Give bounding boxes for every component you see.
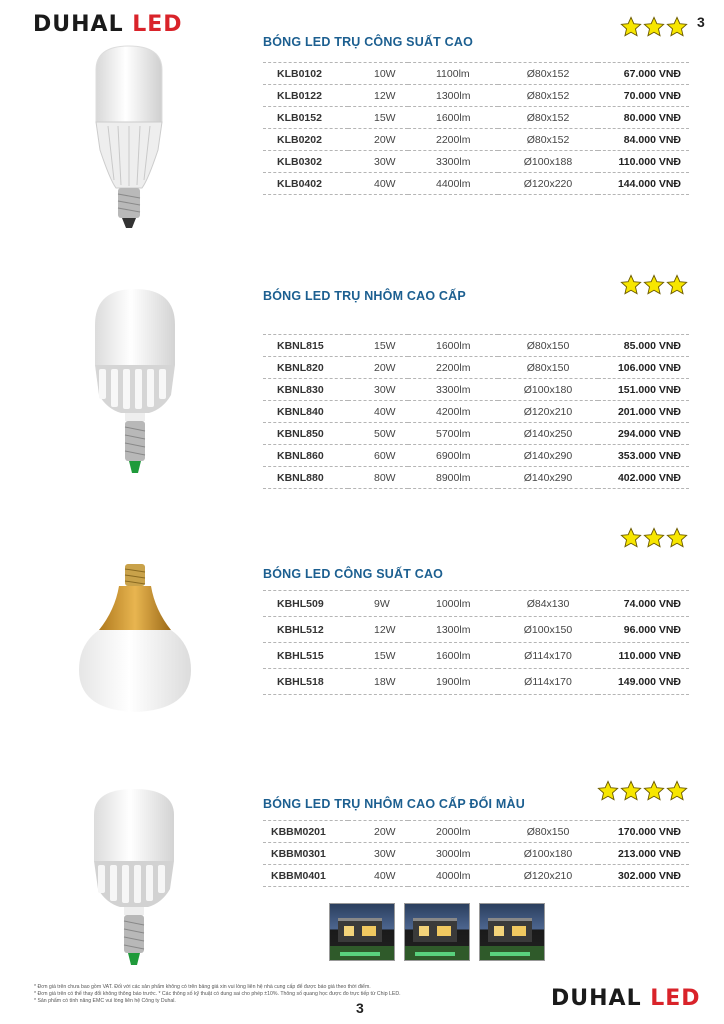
product-code: KBNL840 xyxy=(263,401,348,423)
product-code: KLB0102 xyxy=(263,63,348,85)
dimension: Ø80x150 xyxy=(498,821,598,843)
dimension: Ø140x290 xyxy=(498,445,598,467)
dimension: Ø80x152 xyxy=(498,63,598,85)
product-code: KLB0152 xyxy=(263,107,348,129)
lumen: 4200lm xyxy=(408,401,498,423)
lumen: 1900lm xyxy=(408,669,498,695)
product-code: KLB0302 xyxy=(263,151,348,173)
table-row xyxy=(263,865,689,887)
led-bulb-image xyxy=(84,785,184,975)
power: 60W xyxy=(348,445,408,467)
lumen: 5700lm xyxy=(408,423,498,445)
power: 50W xyxy=(348,423,408,445)
lumen: 1300lm xyxy=(408,617,498,643)
table-row xyxy=(263,357,689,379)
table-row xyxy=(263,843,689,865)
footnotes xyxy=(34,984,514,1005)
lumen: 1600lm xyxy=(408,107,498,129)
power: 20W xyxy=(348,357,408,379)
table-row xyxy=(263,401,689,423)
table-row xyxy=(263,467,689,489)
page-number: 3 xyxy=(697,14,705,30)
product-code: KBHL512 xyxy=(263,617,348,643)
price: 96.000 VNĐ xyxy=(598,617,689,643)
dimension: Ø114x170 xyxy=(498,643,598,669)
led-bulb-image xyxy=(84,40,174,240)
lumen: 1100lm xyxy=(408,63,498,85)
power: 40W xyxy=(348,865,408,887)
star-icon xyxy=(666,16,688,38)
price: 402.000 VNĐ xyxy=(598,467,689,489)
star-icon xyxy=(620,780,642,802)
price-table xyxy=(263,820,689,887)
power: 30W xyxy=(348,843,408,865)
table-row xyxy=(263,643,689,669)
price: 70.000 VNĐ xyxy=(598,85,689,107)
brand-logo xyxy=(33,12,183,37)
section-title: BÓNG LED CÔNG SUẤT CAO xyxy=(263,567,444,581)
star-icon xyxy=(620,274,642,296)
price: 74.000 VNĐ xyxy=(598,591,689,617)
product-code: KLB0202 xyxy=(263,129,348,151)
table-row xyxy=(263,173,689,195)
power: 10W xyxy=(348,63,408,85)
star-icon xyxy=(643,16,665,38)
brand-logo-accent: LED xyxy=(650,986,701,1011)
table-row xyxy=(263,445,689,467)
lumen: 4000lm xyxy=(408,865,498,887)
rating-stars xyxy=(620,527,688,549)
rating-stars xyxy=(620,274,688,296)
star-icon xyxy=(666,780,688,802)
dimension: Ø140x290 xyxy=(498,467,598,489)
table-row xyxy=(263,669,689,695)
table-row xyxy=(263,85,689,107)
rating-stars xyxy=(620,16,688,38)
price: 353.000 VNĐ xyxy=(598,445,689,467)
section-title: BÓNG LED TRỤ NHÔM CAO CẤP ĐỔI MÀU xyxy=(263,797,525,811)
section-title: BÓNG LED TRỤ CÔNG SUẤT CAO xyxy=(263,35,474,49)
star-icon xyxy=(643,527,665,549)
rating-stars xyxy=(597,780,688,802)
table-row xyxy=(263,151,689,173)
price: 201.000 VNĐ xyxy=(598,401,689,423)
price: 67.000 VNĐ xyxy=(598,63,689,85)
dimension: Ø120x210 xyxy=(498,865,598,887)
power: 9W xyxy=(348,591,408,617)
table-row xyxy=(263,591,689,617)
product-code: KBHL518 xyxy=(263,669,348,695)
lumen: 4400lm xyxy=(408,173,498,195)
product-code: KLB0402 xyxy=(263,173,348,195)
table-row xyxy=(263,107,689,129)
price: 110.000 VNĐ xyxy=(598,643,689,669)
price: 294.000 VNĐ xyxy=(598,423,689,445)
brand-logo-accent: LED xyxy=(132,12,183,37)
power: 18W xyxy=(348,669,408,695)
price: 84.000 VNĐ xyxy=(598,129,689,151)
brand-logo-text: DUHAL xyxy=(33,12,133,37)
power: 80W xyxy=(348,467,408,489)
dimension: Ø80x150 xyxy=(498,357,598,379)
lumen: 1600lm xyxy=(408,335,498,357)
product-code: KBNL820 xyxy=(263,357,348,379)
product-code: KLB0122 xyxy=(263,85,348,107)
dimension: Ø120x220 xyxy=(498,173,598,195)
lumen: 8900lm xyxy=(408,467,498,489)
dimension: Ø84x130 xyxy=(498,591,598,617)
price-table xyxy=(263,62,689,195)
table-row xyxy=(263,821,689,843)
star-icon xyxy=(643,780,665,802)
footnote: * Đơn giá trên chưa bao gồm VAT. Đối với các sản phẩm không có trên bảng giá xin vui lòng liên hệ nhà cung cấp để được báo giá theo thời điểm. xyxy=(34,984,371,990)
led-bulb-image xyxy=(75,560,195,715)
star-icon xyxy=(643,274,665,296)
power: 30W xyxy=(348,151,408,173)
lumen: 1000lm xyxy=(408,591,498,617)
product-code: KBHL515 xyxy=(263,643,348,669)
price-table xyxy=(263,590,689,695)
house-photo xyxy=(479,903,545,961)
dimension: Ø100x180 xyxy=(498,843,598,865)
dimension: Ø80x152 xyxy=(498,85,598,107)
price: 144.000 VNĐ xyxy=(598,173,689,195)
product-code: KBBM0401 xyxy=(263,865,348,887)
footnote: * Đơn giá trên có thể thay đổi không thông báo trước. * Các thông số kỹ thuật có dung sai cho phép ±10%. Thông số quang học được đo trực tiếp từ Chip LED. xyxy=(34,991,401,997)
star-icon xyxy=(620,16,642,38)
lumen: 3000lm xyxy=(408,843,498,865)
price-table xyxy=(263,334,689,489)
table-row xyxy=(263,379,689,401)
dimension: Ø100x188 xyxy=(498,151,598,173)
page-number: 3 xyxy=(356,1000,364,1016)
section-title: BÓNG LED TRỤ NHÔM CAO CẤP xyxy=(263,289,466,303)
power: 15W xyxy=(348,335,408,357)
product-code: KBNL860 xyxy=(263,445,348,467)
product-code: KBHL509 xyxy=(263,591,348,617)
lumen: 2200lm xyxy=(408,357,498,379)
power: 15W xyxy=(348,107,408,129)
star-icon xyxy=(666,274,688,296)
lumen: 1600lm xyxy=(408,643,498,669)
product-code: KBBM0301 xyxy=(263,843,348,865)
price: 170.000 VNĐ xyxy=(598,821,689,843)
star-icon xyxy=(666,527,688,549)
power: 20W xyxy=(348,129,408,151)
house-photo xyxy=(329,903,395,961)
power: 40W xyxy=(348,173,408,195)
lumen: 6900lm xyxy=(408,445,498,467)
dimension: Ø100x150 xyxy=(498,617,598,643)
lumen: 2200lm xyxy=(408,129,498,151)
product-code: KBNL815 xyxy=(263,335,348,357)
product-code: KBNL830 xyxy=(263,379,348,401)
house-photo xyxy=(404,903,470,961)
price: 151.000 VNĐ xyxy=(598,379,689,401)
dimension: Ø120x210 xyxy=(498,401,598,423)
footnote: * Sản phẩm có tính năng EMC vui lòng liên hệ Công ty Duhal. xyxy=(34,998,176,1004)
table-row xyxy=(263,129,689,151)
lumen: 3300lm xyxy=(408,379,498,401)
power: 40W xyxy=(348,401,408,423)
brand-logo xyxy=(551,986,701,1011)
price: 149.000 VNĐ xyxy=(598,669,689,695)
table-row xyxy=(263,63,689,85)
star-icon xyxy=(620,527,642,549)
dimension: Ø80x150 xyxy=(498,335,598,357)
led-bulb-image xyxy=(85,285,185,480)
price: 110.000 VNĐ xyxy=(598,151,689,173)
lumen: 1300lm xyxy=(408,85,498,107)
table-row xyxy=(263,335,689,357)
power: 12W xyxy=(348,617,408,643)
lumen: 3300lm xyxy=(408,151,498,173)
power: 15W xyxy=(348,643,408,669)
star-icon xyxy=(597,780,619,802)
dimension: Ø80x152 xyxy=(498,129,598,151)
product-code: KBNL880 xyxy=(263,467,348,489)
table-row xyxy=(263,423,689,445)
dimension: Ø100x180 xyxy=(498,379,598,401)
dimension: Ø140x250 xyxy=(498,423,598,445)
product-code: KBBM0201 xyxy=(263,821,348,843)
dimension: Ø80x152 xyxy=(498,107,598,129)
price: 302.000 VNĐ xyxy=(598,865,689,887)
price: 85.000 VNĐ xyxy=(598,335,689,357)
application-photos xyxy=(329,903,545,961)
price: 213.000 VNĐ xyxy=(598,843,689,865)
price: 80.000 VNĐ xyxy=(598,107,689,129)
price: 106.000 VNĐ xyxy=(598,357,689,379)
lumen: 2000lm xyxy=(408,821,498,843)
power: 30W xyxy=(348,379,408,401)
dimension: Ø114x170 xyxy=(498,669,598,695)
product-code: KBNL850 xyxy=(263,423,348,445)
power: 20W xyxy=(348,821,408,843)
power: 12W xyxy=(348,85,408,107)
brand-logo-text: DUHAL xyxy=(551,986,651,1011)
table-row xyxy=(263,617,689,643)
